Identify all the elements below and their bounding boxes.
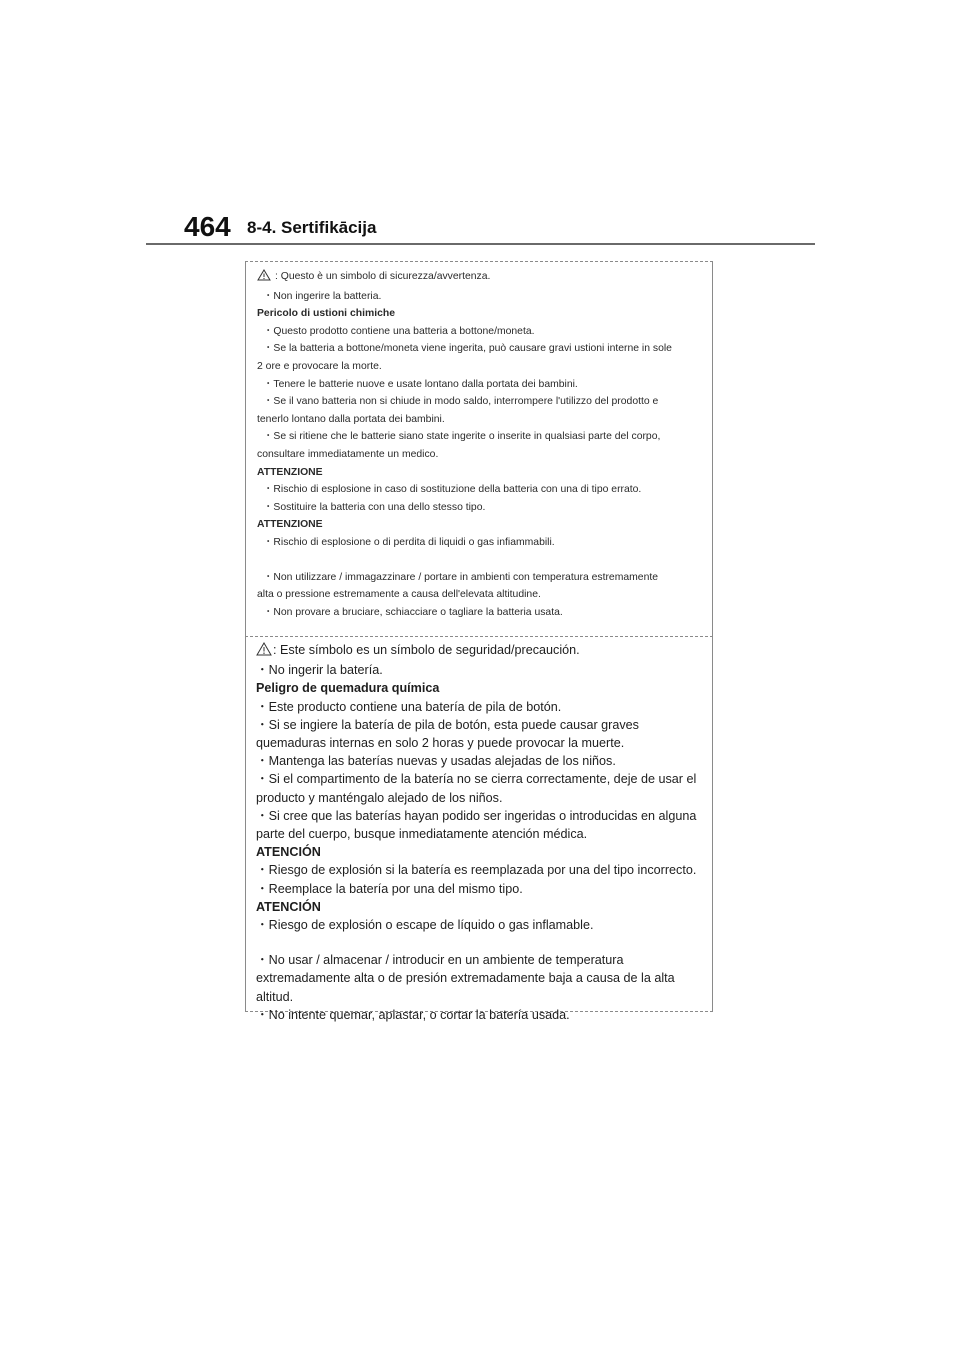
attention-heading-1: ATENCIÓN xyxy=(256,845,321,860)
no-use-line-2: extremadamente alta o de presión extremadamente baja a causa de la alta xyxy=(256,971,675,986)
explosion-leak: ・ Riesgo de explosión o escape de líquido o gas inflamable. xyxy=(256,916,712,934)
compartment-line-1: ・ Si el compartimento de la batería no se cierra correctamente, deje de usar el xyxy=(256,770,712,788)
swallowed-line-1: ・ Se si ritiene che le batterie siano state ingerite o inserite in qualsiasi parte del corpo, xyxy=(257,428,712,446)
if-swallowed-line-2: 2 ore e provocare la morte. xyxy=(257,360,382,372)
page-header xyxy=(0,0,960,250)
chem-burn-title: Peligro de quemadura química xyxy=(256,681,440,696)
keep-away: ・ Tenere le batterie nuove e usate lontano dalla portata dei bambini. xyxy=(257,376,712,394)
swallowed-line-2: consultare immediatamente un medico. xyxy=(257,448,439,460)
no-ingest: ・ Non ingerire la batteria. xyxy=(257,288,712,306)
compartment-line-2: tenerlo lontano dalla portata dei bambini. xyxy=(257,413,445,425)
if-swallowed-line-1: ・ Si se ingiere la batería de pila de botón, esta puede causar graves xyxy=(256,716,712,734)
swallowed-line-2: parte del cuerpo, busque inmediatamente atención médica. xyxy=(256,827,588,842)
symbol-note: : Este símbolo es un símbolo de seguridad/precaución. xyxy=(256,641,712,661)
swallowed-line-1: ・ Si cree que las baterías hayan podido ser ingeridas o introducidas en alguna xyxy=(256,807,712,825)
page-number: 464 xyxy=(184,211,231,242)
explosion-wrong-type: ・ Riesgo de explosión si la batería es reemplazada por una del tipo incorrecto. xyxy=(256,861,712,879)
explosion-wrong-type: ・ Rischio di esplosione in caso di sostituzione della batteria con una di tipo errato. xyxy=(257,481,712,499)
no-use-line-2: alta o pressione estremamente a causa dell'elevata altitudine. xyxy=(257,589,541,601)
no-use-line-1: ・ Non utilizzare / immagazzinare / portare in ambienti con temperatura estremamente xyxy=(257,569,712,587)
italian-warning-panel xyxy=(245,261,713,636)
no-burn: ・ No intente quemar, aplastar, o cortar la batería usada. xyxy=(256,1006,712,1024)
if-swallowed-line-2: quemaduras internas en solo 2 horas y puede provocar la muerte. xyxy=(256,736,625,751)
no-use-line-1: ・ No usar / almacenar / introducir en un ambiente de temperatura xyxy=(256,951,712,969)
symbol-note: : Questo è un simbolo di sicurezza/avvertenza. xyxy=(257,268,712,288)
if-swallowed-line-1: ・ Se la batteria a bottone/moneta viene ingerita, può causare gravi ustioni interne in sole xyxy=(257,340,712,358)
explosion-leak: ・ Rischio di esplosione o di perdita di liquidi o gas infiammabili. xyxy=(257,534,712,552)
attention-heading-2: ATTENZIONE xyxy=(257,519,323,531)
compartment-line-2: producto y manténgalo alejado de los niños. xyxy=(256,790,503,805)
section-title: 8-4. Sertifikācija xyxy=(247,218,377,237)
attention-heading-1: ATTENZIONE xyxy=(257,466,323,478)
no-burn: ・ Non provare a bruciare, schiacciare o tagliare la batteria usata. xyxy=(257,604,712,622)
keep-away: ・ Mantenga las baterías nuevas y usadas alejadas de los niños. xyxy=(256,752,712,770)
no-ingest: ・ No ingerir la batería. xyxy=(256,661,712,679)
spacer xyxy=(257,552,712,569)
header-divider xyxy=(146,243,815,245)
compartment-line-1: ・ Se il vano batteria non si chiude in modo saldo, interrompere l'utilizzo del prodotto e xyxy=(257,393,712,411)
warning-triangle-icon xyxy=(256,642,272,661)
no-use-line-3: altitud. xyxy=(256,989,294,1004)
spacer xyxy=(256,934,712,951)
warning-triangle-icon xyxy=(257,269,271,288)
product-contains: ・ Questo prodotto contiene una batteria a bottone/moneta. xyxy=(257,323,712,341)
attention-heading-2: ATENCIÓN xyxy=(256,899,321,914)
product-contains: ・ Este producto contiene una batería de pila de botón. xyxy=(256,698,712,716)
replace-same-type: ・ Sostituire la batteria con una dello stesso tipo. xyxy=(257,499,712,517)
replace-same-type: ・ Reemplace la batería por una del mismo tipo. xyxy=(256,880,712,898)
spanish-warning-panel xyxy=(245,636,713,1022)
chem-burn-title: Pericolo di ustioni chimiche xyxy=(257,308,395,320)
